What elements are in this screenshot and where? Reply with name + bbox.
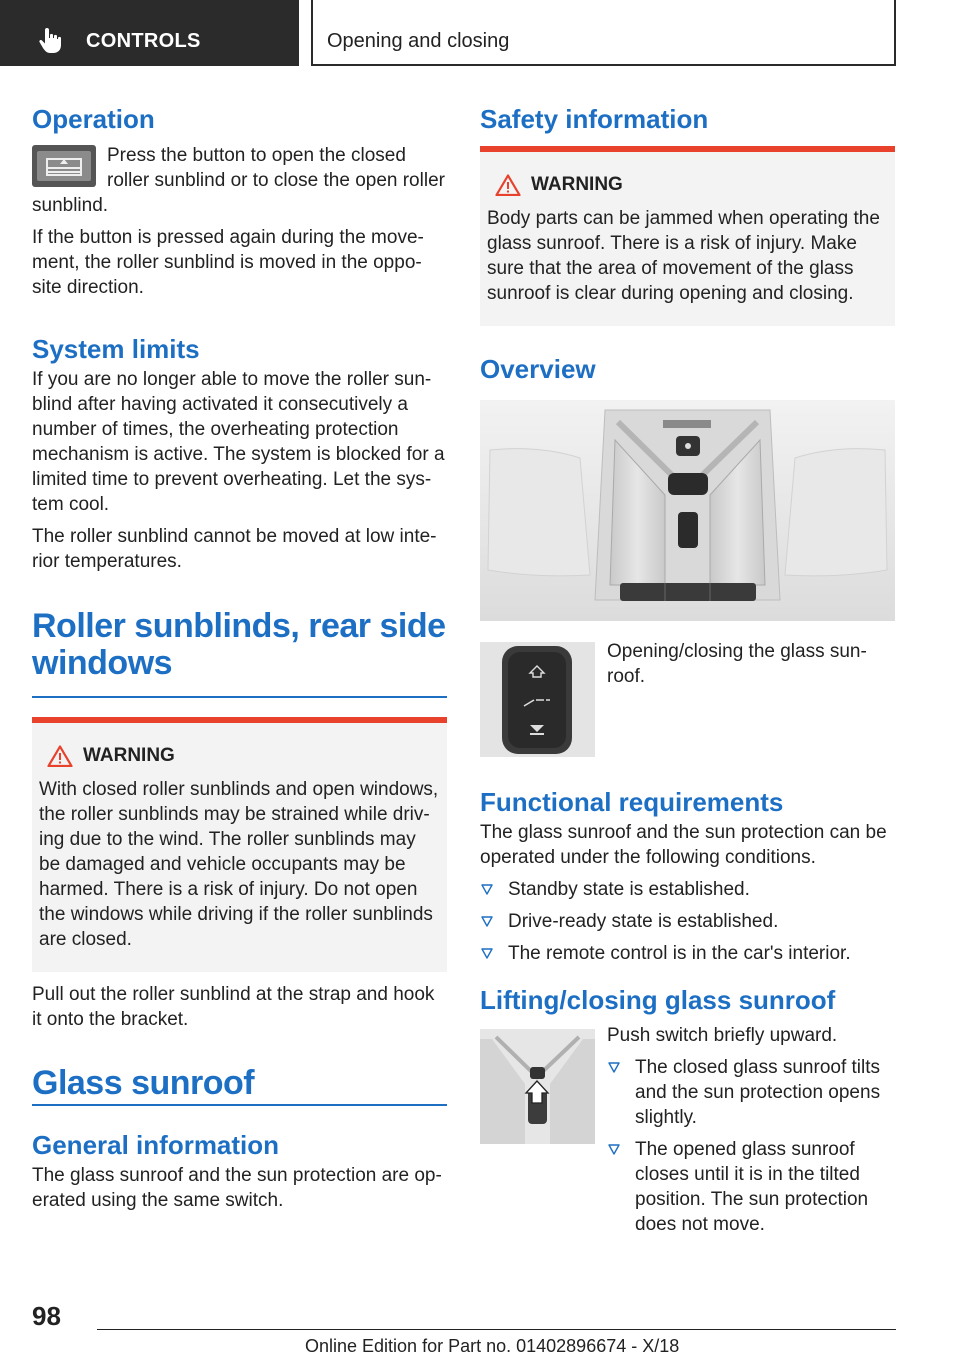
- bullet-triangle-icon: [481, 948, 493, 959]
- operation-text-1: Press the button to open the closed roller sunblind or to close the open roller sunblind.: [32, 145, 445, 216]
- warning-label: WARNING: [531, 174, 623, 195]
- right-column: [480, 104, 895, 1244]
- warning-triangle-icon: [495, 174, 521, 196]
- system-limits-heading: System limits: [32, 334, 200, 364]
- list-item: The closed glass sunroof tilts and the sun protection opens slightly.: [607, 1055, 895, 1130]
- sunblind-button-image: [32, 145, 96, 187]
- switch-figure: [480, 642, 895, 757]
- switch-caption: Opening/closing the glass sun-roof.: [607, 641, 867, 687]
- lifting-text: Push switch briefly upward.: [607, 1025, 838, 1046]
- list-item: Drive-ready state is established.: [480, 909, 895, 934]
- lifting-text-block: [607, 1023, 895, 1237]
- bullet-triangle-icon: [608, 1144, 620, 1155]
- list-item: The remote control is in the car's interior.: [480, 941, 895, 966]
- requirements-list: [480, 877, 895, 966]
- lifting-block: [480, 1023, 895, 1237]
- list-item: The opened glass sunroof closes until it is in the tilted position. The sun protection does not move.: [607, 1137, 895, 1237]
- overhead-console-illustration: [480, 400, 895, 621]
- warning-title: [487, 174, 887, 196]
- bullet-triangle-icon: [608, 1062, 620, 1073]
- system-limits-text-1: If you are no longer able to move the roller sun-blind after having activated it consecutively a number of times, the overheating protection mechanism is active. The system is blocked for a limited time to prevent overheating. Let the sys-tem cool.: [32, 369, 445, 515]
- sunroof-switch-illustration: [480, 642, 595, 757]
- warning-triangle-icon: [47, 745, 73, 767]
- warning-box: [480, 146, 895, 326]
- warning-title: [39, 745, 439, 767]
- switch-image: [480, 642, 595, 757]
- section-tab: [0, 0, 299, 66]
- functional-requirements-heading: Functional requirements: [480, 787, 784, 817]
- page-header: [0, 0, 960, 66]
- page-number: 98: [32, 1301, 61, 1331]
- lifting-switch-image: [480, 1029, 595, 1144]
- glass-sunroof-heading: Glass sunroof: [32, 1064, 255, 1102]
- system-limits-text-2: The roller sunblind cannot be moved at low inte-rior temperatures.: [32, 526, 437, 572]
- rear-sunblinds-text: Pull out the roller sunblind at the strap and hook it onto the bracket.: [32, 984, 435, 1030]
- list-item: Standby state is established.: [480, 877, 895, 902]
- general-information-text: The glass sunroof and the sun protection are op-erated using the same switch.: [32, 1165, 442, 1211]
- warning-text: Body parts can be jammed when operating the glass sunroof. There is a risk of injury. Make sure that the area of movement of the glass sunroof is clear during opening and closing.: [487, 208, 880, 304]
- topic-title: Opening and closing: [327, 30, 510, 52]
- operation-heading: Operation: [32, 104, 155, 134]
- warning-box: [32, 717, 447, 972]
- lifting-closing-heading: Lifting/closing glass sunroof: [480, 985, 836, 1015]
- sunblind-button-icon: [37, 151, 91, 181]
- topic-tab: [311, 0, 896, 66]
- safety-information-heading: Safety information: [480, 104, 709, 134]
- operation-text-2: If the button is pressed again during the move-ment, the roller sunblind is moved in the oppo-site direction.: [32, 227, 424, 298]
- overview-heading: Overview: [480, 354, 596, 384]
- push-switch-illustration: [480, 1029, 595, 1144]
- general-information-heading: General information: [32, 1130, 280, 1160]
- rear-sunblinds-heading: Roller sunblinds, rear side windows: [32, 607, 446, 682]
- left-column: [32, 104, 447, 1213]
- hand-icon: [38, 26, 64, 54]
- section-title: CONTROLS: [86, 30, 201, 52]
- warning-text: With closed roller sunblinds and open windows, the roller sunblinds may be strained while driv-ing due to the wind. The roller sunblinds may be damaged and vehicle occupants may be harmed. There is a risk of injury. Do not open the windows while driving if the roller sunblinds are closed.: [39, 779, 439, 950]
- heading-rule: [32, 1104, 447, 1106]
- operation-block: [32, 143, 447, 300]
- functional-requirements-text: The glass sunroof and the sun protection can be operated under the following conditions.: [480, 822, 887, 868]
- footer-rule: [97, 1329, 896, 1330]
- warning-label: WARNING: [83, 745, 175, 766]
- bullet-triangle-icon: [481, 916, 493, 927]
- bullet-triangle-icon: [481, 884, 493, 895]
- edition-footer: Online Edition for Part no. 01402896674 - X/18: [305, 1336, 680, 1356]
- overhead-console-image: [480, 400, 895, 621]
- lifting-list: [607, 1055, 895, 1237]
- heading-rule: [32, 696, 447, 698]
